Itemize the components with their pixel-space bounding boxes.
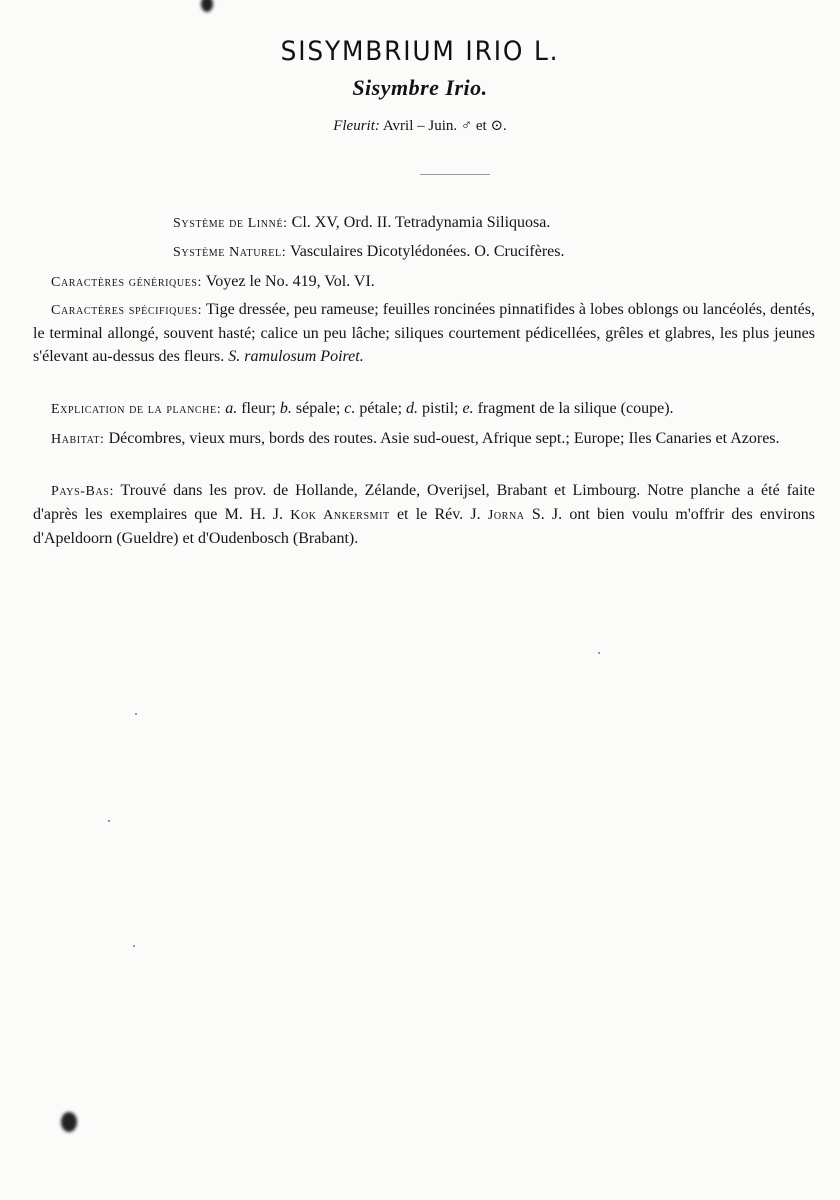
collector-name-1: Kok Ankersmit <box>290 508 390 523</box>
caracteres-specifiques-paragraph <box>33 298 815 368</box>
pays-bas-text-3: S. J. ont bien voulu m'offrir des environs d'Apeldoorn (Gueldre) et d'Oudenbosch (Brabant). <box>33 506 816 547</box>
explication-item: d. pistil; <box>406 400 459 417</box>
flowering-period <box>0 116 840 135</box>
flowering-value: Avril – Juin. ♂ et ⊙. <box>382 118 507 134</box>
systeme-linne-label: Système de Linné: <box>173 216 288 231</box>
species-title: SISYMBRIUM IRIO L. <box>280 36 560 67</box>
habitat-text: Décombres, vieux murs, bords des routes. Asie sud-ouest, Afrique sept.; Europe; Iles Canaries et Azores. <box>108 430 780 447</box>
systeme-naturel-line <box>173 240 565 264</box>
pays-bas-label: Pays-Bas: <box>51 484 114 499</box>
explication-item: c. pétale; <box>344 400 403 417</box>
paper-speck <box>108 820 110 822</box>
explication-item: a. fleur; <box>225 400 276 417</box>
caracteres-generiques-text: Voyez le No. 419, Vol. VI. <box>205 273 375 290</box>
systeme-linne-text: Cl. XV, Ord. II. Tetradynamia Siliquosa. <box>291 214 551 231</box>
common-name: Sisymbre Irio. <box>352 75 488 100</box>
ink-blot-bottom <box>61 1112 77 1132</box>
explication-line <box>51 397 674 421</box>
systeme-naturel-label: Système Naturel: <box>173 245 287 260</box>
paper-speck <box>135 713 137 715</box>
caracteres-generiques-line <box>51 270 375 294</box>
divider-rule <box>420 174 490 175</box>
caracteres-generiques-label: Caractères génériques: <box>51 275 203 290</box>
paper-speck <box>598 652 600 654</box>
habitat-label: Habitat: <box>51 432 105 447</box>
caracteres-specifiques-label: Caractères spécifiques: <box>51 303 203 318</box>
flowering-label: Fleurit: <box>333 118 380 134</box>
systeme-linne-line <box>173 211 550 235</box>
synonym: S. ramulosum Poiret. <box>228 348 364 365</box>
ink-blot-top <box>201 0 213 12</box>
habitat-paragraph <box>33 427 815 451</box>
explication-label: Explication de la planche: <box>51 402 222 417</box>
pays-bas-paragraph <box>33 479 815 550</box>
caracteres-specifiques-text: Tige dressée, peu rameuse; feuilles roncinées pinnatifides à lobes oblongs ou lancéolés, dentés, le terminal allongé, souvent hasté; calice un peu lâche; siliques courtement pédicellées, grêles et glabres, les plus jeunes s'élevant au-dessus des fleurs. <box>33 301 816 365</box>
explication-item: e. fragment de la silique (coupe). <box>462 400 674 417</box>
pays-bas-text-1: Trouvé dans les prov. de Hollande, Zélande, Overijsel, Brabant et Limbourg. Notre planche a été faite d'après les exemplaires que M. H. J. <box>33 482 815 523</box>
paper-speck <box>133 945 135 947</box>
pays-bas-text-2: et le Rév. J. <box>396 506 481 523</box>
collector-name-2: Jorna <box>487 508 525 523</box>
systeme-naturel-text: Vasculaires Dicotylédonées. O. Crucifères. <box>289 243 565 260</box>
explication-item: b. sépale; <box>279 400 341 417</box>
